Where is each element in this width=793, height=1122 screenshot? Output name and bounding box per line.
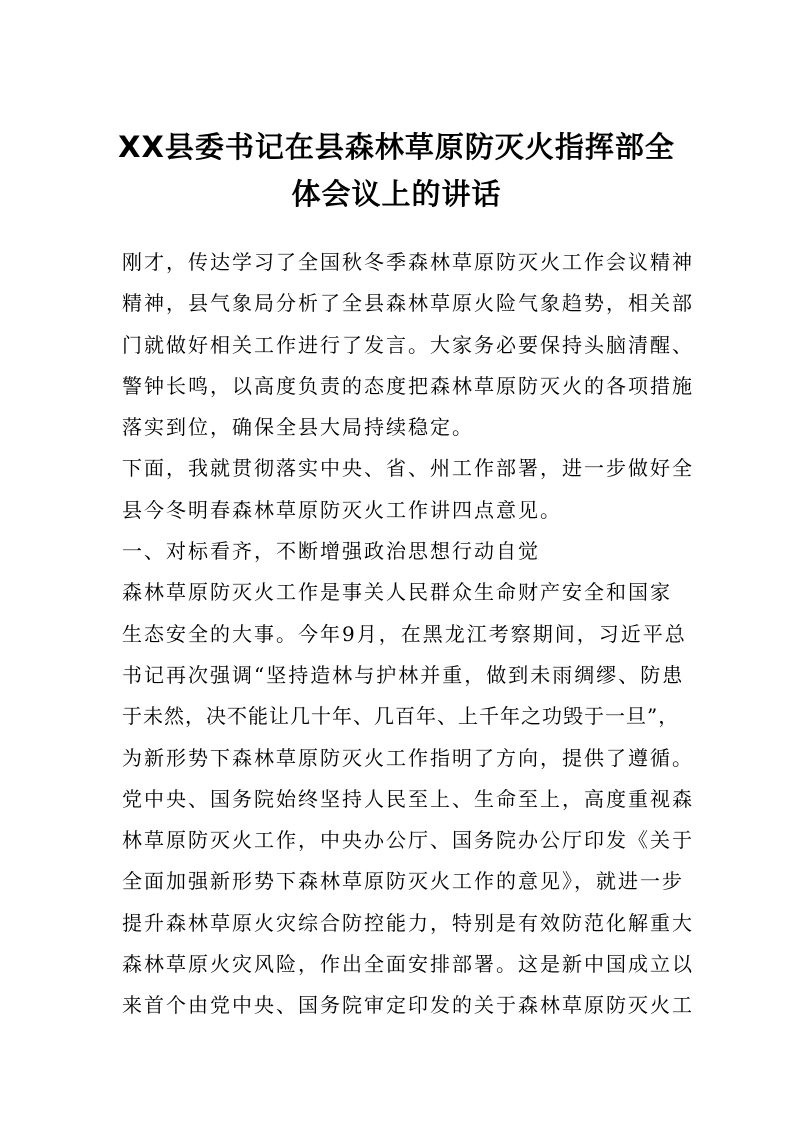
text-line: 为新形势下森林草原防灭火工作指明了方向，提供了遵循。 xyxy=(122,745,694,770)
text-line: 落实到位，确保全县大局持续稳定。 xyxy=(122,415,474,440)
paragraph-section-1 xyxy=(122,572,694,778)
text-line: 党中央、国务院始终坚持人民至上、生命至上，高度重视森 xyxy=(122,786,694,811)
text-line: 来首个由党中央、国务院审定印发的关于森林草原防灭火工 xyxy=(122,993,694,1018)
title-line: XX县委书记在县森林草原防灭火指挥部全 xyxy=(118,130,675,164)
text-line: 书记再次强调“坚持造林与护林并重，做到未雨绸缪、防患 xyxy=(122,662,685,687)
text-line: 生态安全的大事。今年9月，在黑龙江考察期间，习近平总 xyxy=(122,621,687,646)
text-line: 县今冬明春森林草原防灭火工作讲四点意见。 xyxy=(122,497,562,522)
document-body xyxy=(122,242,694,1027)
paragraph-intro xyxy=(122,448,694,531)
text-line: 下面，我就贯彻落实中央、省、州工作部署，进一步做好全 xyxy=(122,456,694,481)
document-title xyxy=(110,124,683,218)
text-line: 门就做好相关工作进行了发言。大家务必要保持头脑清醒、 xyxy=(122,332,694,357)
text-line: 森林草原防灭火工作是事关人民群众生命财产安全和国家 xyxy=(122,580,672,605)
paragraph-opening xyxy=(122,242,694,448)
text-line: 于未然，决不能让几十年、几百年、上千年之功毁于一旦”， xyxy=(122,704,680,729)
paragraph-central-committee xyxy=(122,779,694,1027)
text-line: 精神，县气象局分析了全县森林草原火险气象趋势，相关部 xyxy=(122,291,694,316)
text-line: 全面加强新形势下森林草原防灭火工作的意见》，就进一步 xyxy=(122,869,684,894)
text-line: 警钟长鸣，以高度负责的态度把森林草原防灭火的各项措施 xyxy=(122,373,694,398)
text-line: 刚才，传达学习了全国秋冬季森林草原防灭火工作会议精神 xyxy=(122,250,694,274)
text-line: 森林草原火灾风险，作出全面安排部署。这是新中国成立以 xyxy=(122,952,694,977)
section-heading-1 xyxy=(122,531,682,572)
text-line: 林草原防灭火工作，中央办公厅、国务院办公厅印发《关于 xyxy=(122,828,694,853)
text-line: 一、对标看齐，不断增强政治思想行动自觉 xyxy=(122,539,540,564)
title-line: 体会议上的讲话 xyxy=(291,177,502,211)
text-line: 提升森林草原火灾综合防控能力，特别是有效防范化解重大 xyxy=(122,910,694,935)
